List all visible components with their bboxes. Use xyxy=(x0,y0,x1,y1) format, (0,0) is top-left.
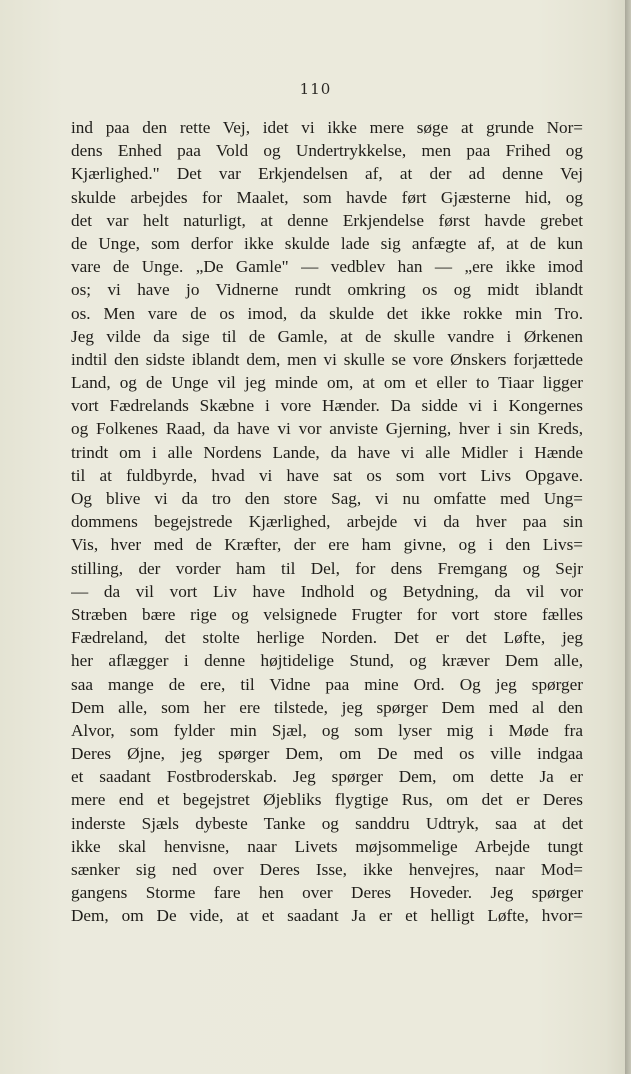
text-line: Dem, om De vide, at et saadant Ja er et helligt Løfte, hvor= xyxy=(71,906,583,926)
text-line: inderste Sjæls dybeste Tanke og sanddru Udtryk, saa at det xyxy=(71,813,583,833)
text-line: — da vil vort Liv have Indhold og Betydning, da vil vor xyxy=(71,581,583,601)
text-line: Og blive vi da tro den store Sag, vi nu omfatte med Ung= xyxy=(71,489,583,508)
text-line: det var helt naturligt, at denne Erkjendelse først havde grebet xyxy=(71,210,583,230)
text-line: her aflægger i denne højtidelige Stund, og kræver Dem alle, xyxy=(71,651,583,671)
text-line: Land, og de Unge vil jeg minde om, at om et eller to Tiaar ligger xyxy=(71,373,583,393)
text-line: Deres Øjne, jeg spørger Dem, om De med os ville indgaa xyxy=(71,744,583,764)
text-line: stilling, der vorder ham til Del, for dens Fremgang og Sejr xyxy=(71,558,583,578)
text-line: Dem alle, som her ere tilstede, jeg spørger Dem med al den xyxy=(71,697,583,717)
text-line: os; vi have jo Vidnerne rundt omkring os og midt iblandt xyxy=(71,280,583,300)
text-line: vare de Unge. „De Gamle" — vedblev han — „ere ikke imod xyxy=(71,257,583,277)
text-line: os. Men vare de os imod, da skulde det ikke rokke min Tro. xyxy=(71,303,583,323)
page-edge-shadow xyxy=(625,0,631,1074)
text-line: et saadant Fostbroderskab. Jeg spørger Dem, om dette Ja er xyxy=(71,767,583,787)
text-line: dens Enhed paa Vold og Undertrykkelse, men paa Frihed og xyxy=(71,141,583,161)
text-line: og Folkenes Raad, da have vi vor anviste Gjerning, hver i sin Kreds, xyxy=(71,419,583,439)
text-line: Jeg vilde da sige til de Gamle, at de skulle vandre i Ørkenen xyxy=(71,326,583,346)
text-line: saa mange de ere, til Vidne paa mine Ord. Og jeg spørger xyxy=(71,674,583,694)
body-text xyxy=(71,116,583,928)
text-line: ikke skal henvisne, naar Livets møjsommelige Arbejde tungt xyxy=(71,836,583,856)
text-line: vort Fædrelands Skæbne i vore Hænder. Da sidde vi i Kongernes xyxy=(71,396,583,416)
text-line: Alvor, som fylder min Sjæl, og som lyser mig i Møde fra xyxy=(71,720,583,740)
text-line: gangens Storme fare hen over Deres Hoveder. Jeg spørger xyxy=(71,883,583,903)
text-line: de Unge, som derfor ikke skulde lade sig anfægte af, at de kun xyxy=(71,233,583,253)
text-line: Kjærlighed." Det var Erkjendelsen af, at der ad denne Vej xyxy=(71,164,583,184)
text-line: trindt om i alle Nordens Lande, da have vi alle Midler i Hænde xyxy=(71,442,583,462)
text-line: sænker sig ned over Deres Isse, ikke henvejres, naar Mod= xyxy=(71,860,583,879)
text-line: mere end et begejstret Øjebliks flygtige Rus, om det er Deres xyxy=(71,790,583,810)
text-line: indtil den sidste iblandt dem, men vi skulle se vore Ønskers forjættede xyxy=(71,349,583,369)
page-number: 110 xyxy=(299,80,332,98)
text-line: til at fuldbyrde, hvad vi have sat os som vort Livs Opgave. xyxy=(71,465,583,485)
text-line: dommens begejstrede Kjærlighed, arbejde vi da hver paa sin xyxy=(71,512,583,532)
text-line: skulde arbejdes for Maalet, som havde ført Gjæsterne hid, og xyxy=(71,187,583,207)
text-line: Fædreland, det stolte herlige Norden. Det er det Løfte, jeg xyxy=(71,628,583,648)
text-line: Vis, hver med de Kræfter, der ere ham givne, og i den Livs= xyxy=(71,535,583,555)
text-line: Stræben bære rige og velsignede Frugter for vort store fælles xyxy=(71,604,583,624)
text-line: ind paa den rette Vej, idet vi ikke mere søge at grunde Nor= xyxy=(71,118,583,137)
